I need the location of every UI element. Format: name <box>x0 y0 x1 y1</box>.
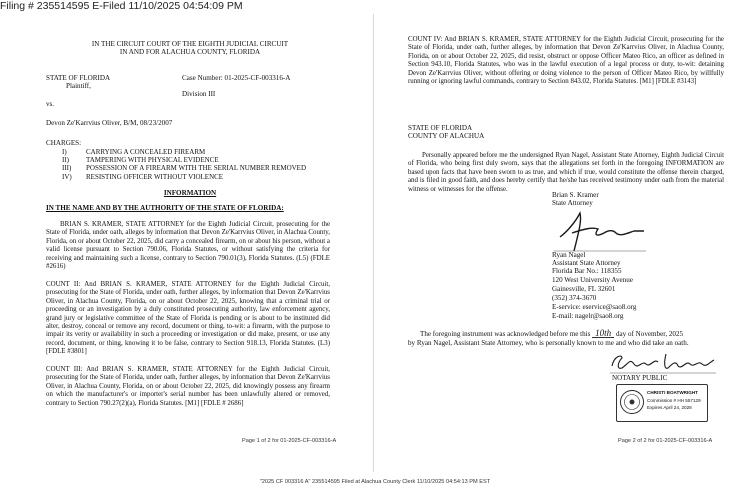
state-label: STATE OF FLORIDA <box>408 124 473 132</box>
oath-paragraph: Personally appeared before me the undersigned Ryan Nagel, Assistant State Attorney, Eighth Judicial Circuit of Florida, who being first duly sworn, says that the allegations set forth in the foregoing INFORMATION are based upon facts that have been sworn to as true, and which if true, would constitute the offense therein charged, and is filed in good faith, and does hereby certify that he/she has received testimony under oath from the material witness or witnesses for the offense. <box>408 152 724 193</box>
page-1 <box>0 18 372 464</box>
defendant: Devon Ze'Karrvius Oliver, B/M, 08/23/2007 <box>46 119 173 127</box>
authority-line: IN THE NAME AND BY THE AUTHORITY OF THE STATE OF FLORIDA: <box>46 204 284 212</box>
count-4: COUNT IV: And BRIAN S. KRAMER, STATE ATTORNEY for the Eighth Judicial Circuit, prosecuting for the State of Florida, under oath, further alleges, by information that Devon Ze'Karrvius Oliver, in Alachua County, Florida, on or about October 22, 2025, did resist, obstruct or oppose Officer Mateo Rico, an officer as defined in Section 943.10, Florida Statutes, who was in the lawful execution of a legal process or duty, to-wit: detaining Devon Ze'Karrvius Oliver, without offering or doing violence to the person of Officer Mateo Rico, by willfully running or ignoring lawful commands, contrary to Section 843.02, Florida Statutes. [M1] [FDLE #3143] <box>408 36 724 86</box>
page-1-footer: Page 1 of 2 for 01-2025-CF-003316-A <box>242 438 337 444</box>
case-number: Case Number: 01-2025-CF-003316-A <box>182 74 291 82</box>
charges-list <box>62 148 306 181</box>
stamp-expires: Expires April 24, 2028 <box>647 405 692 410</box>
division: Division III <box>182 90 216 98</box>
asa-name: Ryan Nagel <box>552 251 586 259</box>
notary-public-label: NOTARY PUBLIC <box>612 374 668 382</box>
state-attorney-name: Brian S. Kramer <box>552 191 599 199</box>
county-label: COUNTY OF ALACHUA <box>408 132 485 140</box>
state-attorney-title: State Attorney <box>552 199 593 207</box>
ryan-nagel-signature <box>554 207 649 255</box>
address-line-2: Gainesville, FL 32601 <box>552 285 616 293</box>
eservice-email: E-service: eservice@sao8.org <box>552 303 637 311</box>
bar-number: Florida Bar No.: 118355 <box>552 267 622 275</box>
court-line-2: IN AND FOR ALACHUA COUNTY, FLORIDA <box>119 48 261 56</box>
vs-label: vs. <box>46 100 55 108</box>
page-2-footer: Page 2 of 2 for 01-2025-CF-003316-A <box>618 438 713 444</box>
count-1: BRIAN S. KRAMER, STATE ATTORNEY for the Eighth Judicial Circuit, prosecuting for the State of Florida, under oath, alleges by information that Devon Ze'Karrvius Oliver, in Alachua County, Florida, on or about October 22, 2025, did carry a concealed firearm, on or about his person, without a valid license pursuant to Section 790.06, Florida Statutes, or without satisfying the criteria for receiving and maintaining such a license, contrary to Section 790.01(3), Florida Statutes. (L5) (FDLE #2616) <box>46 221 330 271</box>
notary-seal-icon <box>619 389 645 415</box>
asa-title: Assistant State Attorney <box>552 259 621 267</box>
charge-item: III) POSSESSION OF A FIREARM WITH THE SERIAL NUMBER REMOVED <box>62 164 307 173</box>
stamp-name: CHRISTI BOATWRIGHT <box>647 390 698 395</box>
acknowledgment-day: 10th <box>592 329 614 338</box>
court-line-1: IN THE CIRCUIT COURT OF THE EIGHTH JUDICIAL CIRCUIT <box>91 40 289 48</box>
notary-signature <box>608 348 718 376</box>
filing-header: Filing # 235514595 E-Filed 11/10/2025 04:54:09 PM <box>0 0 243 12</box>
stamp-commission: Commission # HH 557129 <box>647 397 701 403</box>
charge-item: II) TAMPERING WITH PHYSICAL EVIDENCE <box>62 156 219 165</box>
page-divider <box>373 14 374 472</box>
address-line-1: 120 West University Avenue <box>552 276 633 284</box>
phone: (352) 374-3670 <box>552 294 597 302</box>
plaintiff-role: Plaintiff, <box>66 82 91 90</box>
count-3: COUNT III: And BRIAN S. KRAMER, STATE ATTORNEY for the Eighth Judicial Circuit, prosecuting for the State of Florida, under oath, further alleges, by information that Devon Ze'Karrvius Oliver, in Alachua County, Florida, on or about October 22, 2025, did knowingly possess any firearm on which the manufacturer's or importer's serial number has been unlawfully altered or removed, contrary to Section 790.27(2)(a), Florida Statutes. [M1] [FDLE # 2686] <box>46 366 330 407</box>
charges-label: CHARGES: <box>46 139 82 147</box>
clerk-filing-stamp: "2025 CF 003316 A" 235514595 Filed at Alachua County Clerk 11/10/2025 04:54:13 PM EST <box>259 479 491 485</box>
count-2: COUNT II: And BRIAN S. KRAMER, STATE ATTORNEY for the Eighth Judicial Circuit, prosecuting for the State of Florida, under oath, further alleges, by information that Devon Ze'Karrvius Oliver, in Alachua County, Florida, on or about October 22, 2025, knowing that a criminal trial or proceeding or an investigation by a duly constituted prosecuting authority, law enforcement agency, grand jury or legislative committee of the State of Florida is pending or is about to be instituted did alter, destroy, conceal or remove any record, document or thing, to-wit: a firearm, with the purpose to impair its verity or availability in such a proceeding or investigation or did make, present, or use any record, document, or thing, knowing it to be false, contrary to Section 918.13, Florida Statutes. (L3) [FDLE #3801] <box>46 281 330 356</box>
plaintiff-name: STATE OF FLORIDA <box>46 74 111 82</box>
acknowledgment-line-2: by Ryan Nagel, Assistant State Attorney, who is personally known to me and who did take an oath. <box>408 339 689 347</box>
charge-item: IV) RESISTING OFFICER WITHOUT VIOLENCE <box>62 172 224 181</box>
page-2 <box>376 18 750 464</box>
notary-stamp <box>616 384 708 422</box>
acknowledgment-line-1: The foregoing instrument was acknowledged before me this 10th day of November, 2025 <box>420 328 684 338</box>
email: E-mail: nagelr@sao8.org <box>552 312 624 320</box>
charge-item: I) CARRYING A CONCEALED FIREARM <box>62 148 206 156</box>
information-title: INFORMATION <box>163 189 217 197</box>
